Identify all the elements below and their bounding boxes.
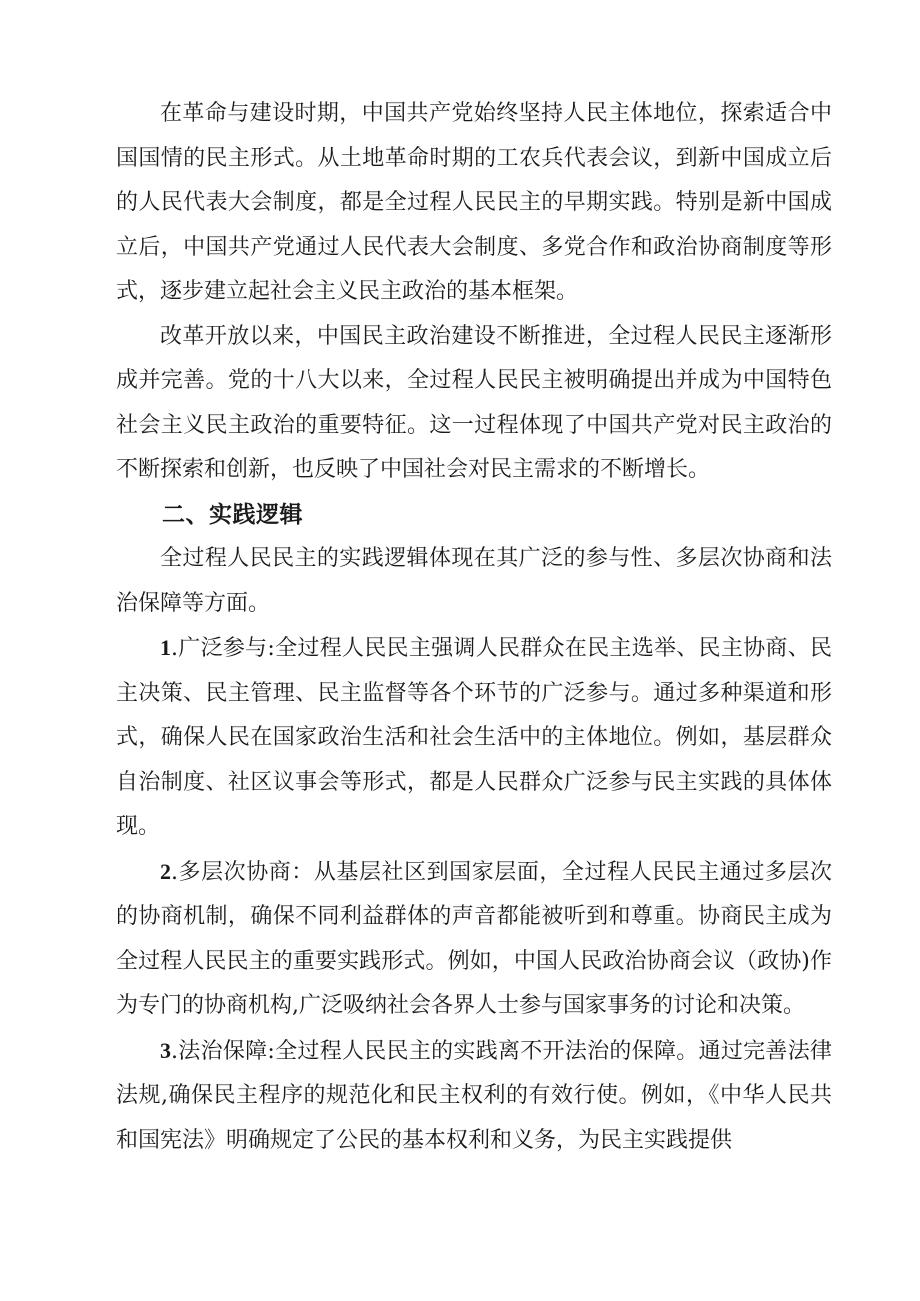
section-heading: 二、实践逻辑: [162, 501, 303, 528]
point-text: .多层次协商：从基层社区到国家层面，全过程人民民主通过多层次的协商机制，确保不同利益群体的声音都能被听到和尊重。协商民主成为全过程人民民主的重要实践形式。例如，中国人民政治协商会议（政协)作为专门的协商机构,广泛吸纳社会各界人士参与国家事务的讨论和决策。: [116, 859, 832, 1018]
document-page: [116, 92, 832, 1163]
point-paragraph: [116, 626, 832, 850]
intro-paragraph: 全过程人民民主的实践逻辑体现在其广泛的参与性、多层次协商和法治保障等方面。: [116, 546, 832, 616]
point-text: .法治保障:全过程人民民主的实践离不开法治的保障。通过完善法律法规,确保民主程序的规范化和民主权利的有效行使。例如，《中华人民共和国宪法》明确规定了公民的基本权利和义务，为民主实践提供: [116, 1038, 832, 1153]
body-paragraph: 改革开放以来，中国民主政治建设不断推进，全过程人民民主逐渐形成并完善。党的十八大以来，全过程人民民主被明确提出并成为中国特色社会主义民主政治的重要特征。这一过程体现了中国共产党对民主政治的不断探索和创新，也反映了中国社会对民主需求的不断增长。: [116, 323, 832, 482]
point-paragraph: [116, 1029, 832, 1164]
point-number: 2: [160, 858, 171, 884]
point-paragraph: [116, 850, 832, 1029]
point-text: .广泛参与:全过程人民民主强调人民群众在民主选举、民主协商、民主决策、民主管理、民主监督等各个环节的广泛参与。通过多种渠道和形式，确保人民在国家政治生活和社会生活中的主体地位。例如，基层群众自治制度、社区议事会等形式，都是人民群众广泛参与民主实践的具体体现。: [116, 636, 832, 839]
body-paragraph: 在革命与建设时期，中国共产党始终坚持人民主体地位，探索适合中国国情的民主形式。从土地革命时期的工农兵代表会议，到新中国成立后的人民代表大会制度，都是全过程人民民主的早期实践。特别是新中国成立后，中国共产党通过人民代表大会制度、多党合作和政治协商制度等形式，逐步建立起社会主义民主政治的基本框架。: [116, 101, 832, 304]
point-number: 3: [160, 1037, 171, 1063]
point-number: 1: [160, 635, 171, 660]
